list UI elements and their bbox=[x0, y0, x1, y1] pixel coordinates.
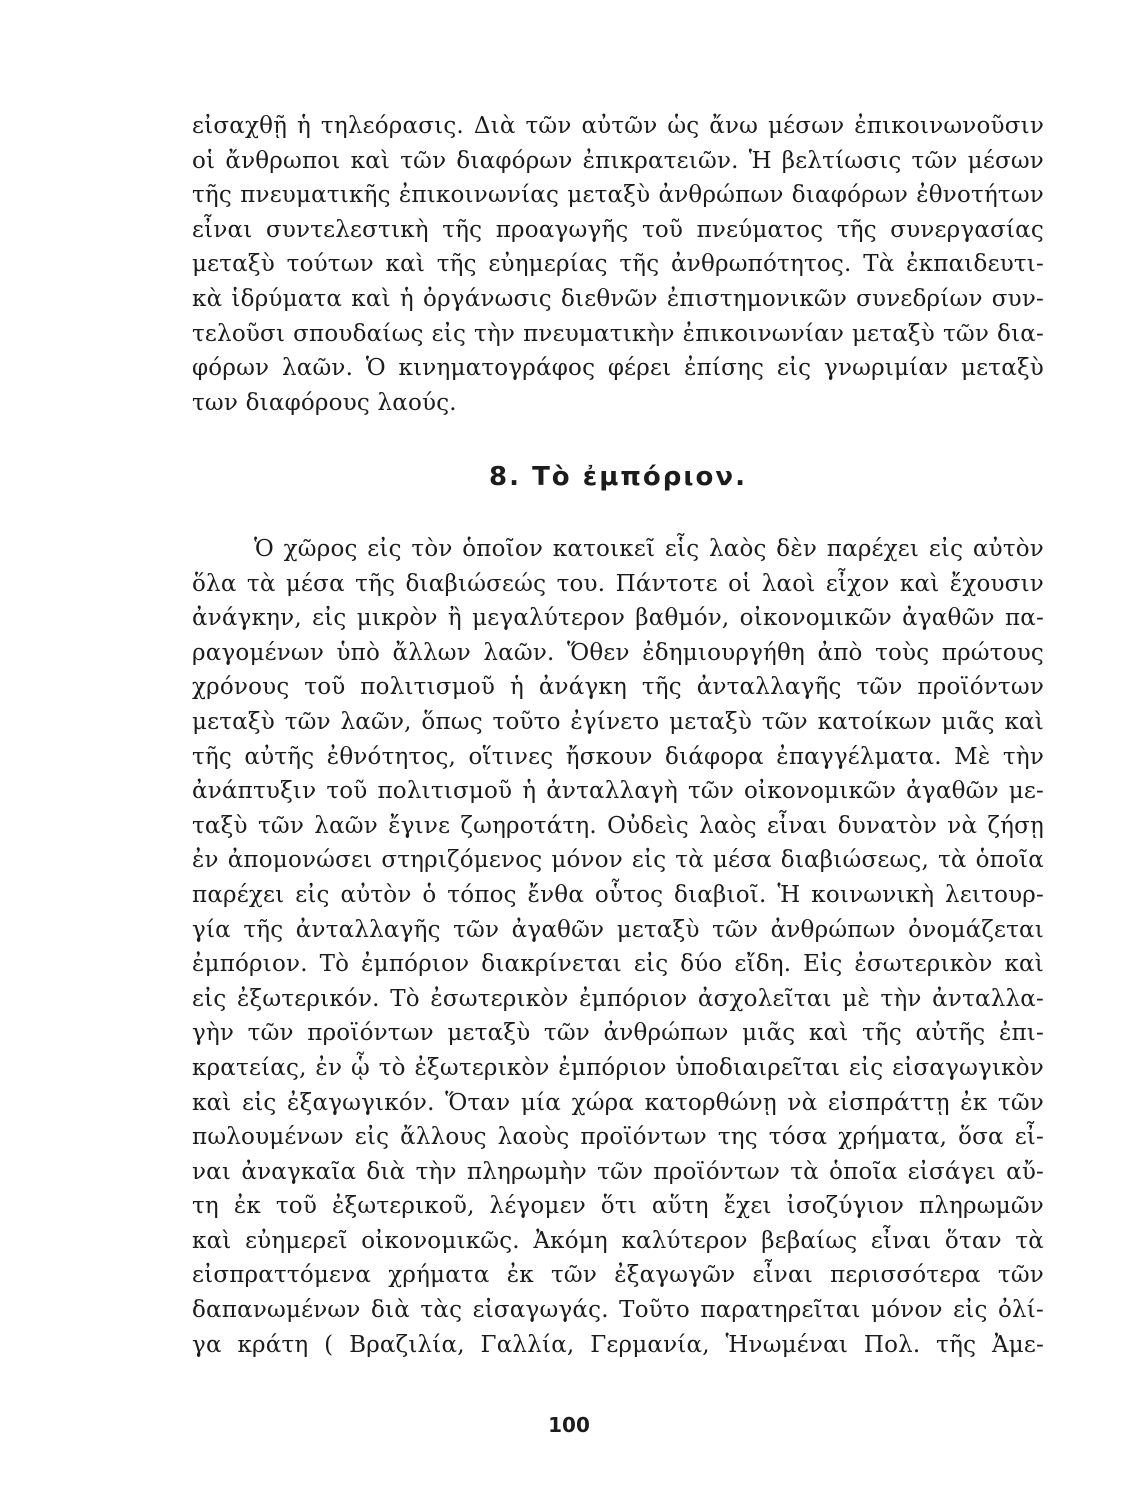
text-line: εἰς ἐξωτερικόν. Τὸ ἐσωτερικὸν ἐμπόριον ἀσχολεῖται μὲ τὴν ἀνταλλα- bbox=[192, 985, 1044, 1012]
text-line: ναι ἀναγκαῖα διὰ τὴν πληρωμὴν τῶν προϊόντων τὰ ὁποῖα εἰσάγει αὔ- bbox=[192, 1158, 1044, 1185]
text-line: χρόνους τοῦ πολιτισμοῦ ἡ ἀνάγκη τῆς ἀνταλλαγῆς τῶν προϊόντων bbox=[192, 674, 1044, 701]
text-line: τῆς αὐτῆς ἐθνότητος, οἵτινες ἤσκουν διάφορα ἐπαγγέλματα. Μὲ τὴν bbox=[192, 743, 1044, 770]
text-line: εἶναι συντελεστικὴ τῆς προαγωγῆς τοῦ πνεύματος τῆς συνεργασίας bbox=[192, 216, 1044, 243]
text-line: των διαφόρους λαούς. bbox=[192, 389, 457, 416]
text-line: παρέχει εἰς αὐτὸν ὁ τόπος ἔνθα οὗτος διαβιοῖ. Ἡ κοινωνικὴ λειτουρ- bbox=[192, 881, 1044, 908]
section-heading: 8. Τὸ ἐμπόριον. bbox=[489, 462, 747, 492]
text-line: γὴν τῶν προϊόντων μεταξὺ τῶν ἀνθρώπων μιᾶς καὶ τῆς αὐτῆς ἐπι- bbox=[192, 1020, 1044, 1047]
text-line: γα κράτη ( Βραζιλία, Γαλλία, Γερμανία, Ἡνωμέναι Πολ. τῆς Ἀμε- bbox=[192, 1331, 1044, 1358]
text-line: εἰσπραττόμενα χρήματα ἐκ τῶν ἐξαγωγῶν εἶναι περισσότερα τῶν bbox=[192, 1262, 1044, 1289]
text-line: οἱ ἄνθρωποι καὶ τῶν διαφόρων ἐπικρατειῶν. Ἡ βελτίωσις τῶν μέσων bbox=[192, 147, 1044, 174]
text-line: ἀνάπτυξιν τοῦ πολιτισμοῦ ἡ ἀνταλλαγὴ τῶν οἰκονομικῶν ἀγαθῶν με- bbox=[192, 778, 1044, 805]
text-line: ἐμπόριον. Τὸ ἐμπόριον διακρίνεται εἰς δύο εἴδη. Εἰς ἐσωτερικὸν καὶ bbox=[192, 951, 1044, 978]
text-line: πωλουμένων εἰς ἄλλους λαοὺς προϊόντων της τόσα χρήματα, ὅσα εἶ- bbox=[192, 1124, 1044, 1151]
text-line: ταξὺ τῶν λαῶν ἔγινε ζωηροτάτη. Οὐδεὶς λαὸς εἶναι δυνατὸν νὰ ζήσῃ bbox=[192, 812, 1044, 839]
text-line: ἐν ἀπομονώσει στηριζόμενος μόνον εἰς τὰ μέσα διαβιώσεως, τὰ ὁποῖα bbox=[192, 847, 1044, 874]
text-line: κὰ ἱδρύματα καὶ ἡ ὀργάνωσις διεθνῶν ἐπιστημονικῶν συνεδρίων συν- bbox=[192, 285, 1044, 312]
text-line: γία τῆς ἀνταλλαγῆς τῶν ἀγαθῶν μεταξὺ τῶν ἀνθρώπων ὀνομάζεται bbox=[192, 916, 1044, 943]
text-line: ραγομένων ὑπὸ ἄλλων λαῶν. Ὅθεν ἐδημιουργήθη ἀπὸ τοὺς πρώτους bbox=[192, 639, 1044, 666]
text-line: Ὁ χῶρος εἰς τὸν ὁποῖον κατοικεῖ εἷς λαὸς δὲν παρέχει εἰς αὐτὸν bbox=[254, 536, 1044, 562]
text-line: φόρων λαῶν. Ὁ κινηματογράφος φέρει ἐπίσης εἰς γνωριμίαν μεταξὺ bbox=[192, 355, 1044, 382]
text-line: τελοῦσι σπουδαίως εἰς τὴν πνευματικὴν ἐπικοινωνίαν μεταξὺ τῶν δια- bbox=[192, 320, 1044, 347]
page-number: 100 bbox=[548, 1413, 590, 1437]
text-line: καὶ εὐημερεῖ οἰκονομικῶς. Ἀκόμη καλύτερον βεβαίως εἶναι ὅταν τὰ bbox=[192, 1227, 1044, 1254]
text-line: καὶ εἰς ἐξαγωγικόν. Ὅταν μία χώρα κατορθώνῃ νὰ εἰσπράττῃ ἐκ τῶν bbox=[192, 1089, 1044, 1116]
text-line: ἀνάγκην, εἰς μικρὸν ἢ μεγαλύτερον βαθμόν, οἰκονομικῶν ἀγαθῶν πα- bbox=[192, 605, 1044, 632]
paragraph-television-communication bbox=[192, 109, 1044, 420]
text-line: τῆς πνευματικῆς ἐπικοινωνίας μεταξὺ ἀνθρώπων διαφόρων ἐθνοτήτων bbox=[192, 182, 1044, 209]
text-line: δαπανωμένων διὰ τὰς εἰσαγωγάς. Τοῦτο παρατηρεῖται μόνον εἰς ὀλί- bbox=[192, 1297, 1044, 1324]
paragraph-commerce bbox=[192, 532, 1044, 1362]
text-line: τη ἐκ τοῦ ἐξωτερικοῦ, λέγομεν ὅτι αὕτη ἔχει ἰσοζύγιον πληρωμῶν bbox=[192, 1193, 1044, 1220]
text-line: κρατείας, ἐν ᾧ τὸ ἐξωτερικὸν ἐμπόριον ὑποδιαιρεῖται εἰς εἰσαγωγικὸν bbox=[192, 1054, 1044, 1081]
text-line: εἰσαχθῇ ἡ τηλεόρασις. Διὰ τῶν αὐτῶν ὡς ἄνω μέσων ἐπικοινωνοῦσιν bbox=[192, 113, 1044, 139]
text-line: ὅλα τὰ μέσα τῆς διαβιώσεώς του. Πάντοτε οἱ λαοὶ εἶχον καὶ ἔχουσιν bbox=[192, 570, 1044, 597]
text-line: μεταξὺ τῶν λαῶν, ὅπως τοῦτο ἐγίνετο μεταξὺ τῶν κατοίκων μιᾶς καὶ bbox=[192, 708, 1044, 735]
text-line: μεταξὺ τούτων καὶ τῆς εὐημερίας τῆς ἀνθρωπότητος. Τὰ ἐκπαιδευτι- bbox=[192, 251, 1044, 278]
